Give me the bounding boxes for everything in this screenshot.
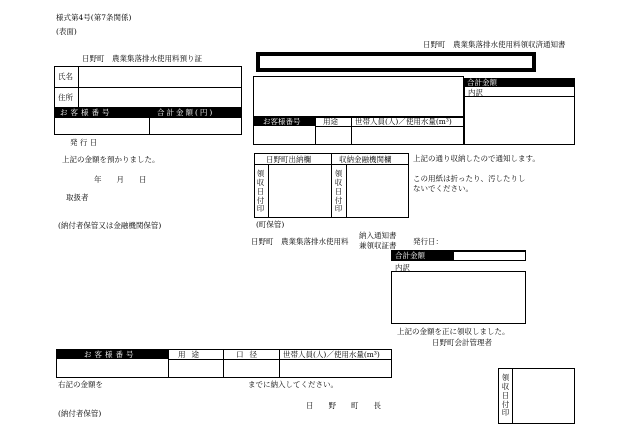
window-stamp-divider-1: [268, 164, 269, 218]
receipt-customer-no-header: [54, 108, 149, 117]
town-stamp-label: 領収日付印: [256, 169, 265, 214]
notice-col-divider-2: [351, 117, 352, 145]
name-label: 氏名: [58, 72, 73, 81]
notice-usage-label: 世帯人員(人)／使用水量(m³): [355, 117, 452, 126]
payment-issue-date-label: 発行日：: [413, 237, 443, 246]
notice-total-header: [464, 78, 575, 86]
notice-breakdown-box: [464, 96, 575, 145]
receipt-keep-note: (納付者保管又は金融機関保管): [58, 221, 162, 230]
payment-stamp-label: 領収日付印: [501, 373, 510, 418]
notice-breakdown-label: 内訳: [468, 88, 483, 97]
bank-window-label: 収納金融機関欄: [339, 155, 392, 164]
bank-stamp-label: 領収日付印: [334, 169, 343, 214]
notice-customer-no-label: お客様番号: [263, 117, 301, 126]
payment-total-value: [453, 251, 526, 261]
receipt-customer-no-label: お客様番号: [60, 108, 113, 117]
payment-purpose-label: 用途: [178, 350, 205, 359]
redacted-bar: [256, 52, 536, 72]
payment-doc-type-2: 兼領収証書: [359, 241, 397, 250]
receipt-total-header: [149, 108, 242, 117]
receipt-customer-no-value: [54, 117, 150, 135]
payment-col-divider-2: [223, 349, 224, 378]
receipt-total-label: 合計金額(円): [157, 108, 215, 117]
payment-manager: 日野町会計管理者: [432, 338, 492, 347]
payment-deadline-text: までに納入してください。: [248, 380, 338, 389]
payment-amount-text: 右記の金額を: [58, 380, 103, 389]
receipt-total-value: [149, 117, 242, 135]
notice-purpose-label: 用途: [323, 117, 338, 126]
payment-received-text: 上記の金額を正に領収しました。: [397, 327, 510, 336]
town-window-label: 日野町出納欄: [266, 155, 311, 164]
notice-total-label: 合計金額: [467, 78, 497, 87]
notice-received-text: 上記の通り収納したので通知します。: [413, 154, 540, 163]
payment-doc-type-1: 納入通知書: [359, 231, 397, 240]
name-address-divider: [54, 87, 242, 88]
payment-keep-note: (納付者保管): [58, 409, 102, 418]
side-label: (表面): [56, 27, 77, 36]
deposit-text: 上記の金額を預かりました。: [62, 155, 160, 164]
notice-col-divider-1: [315, 117, 316, 145]
form-number: 様式第4号(第7条関係): [56, 13, 132, 22]
payment-customer-no-label: お客様番号: [84, 350, 137, 359]
receipt-title: 日野町 農業集落排水使用料預り証: [82, 54, 202, 63]
name-label-divider: [78, 66, 79, 108]
payment-title: 日野町 農業集落排水使用料: [251, 237, 349, 246]
payment-stamp-divider: [512, 368, 513, 424]
payment-col-divider-1: [168, 349, 169, 378]
notice-col-divider-3: [253, 126, 254, 145]
receipt-issue-date-label: 発 行 日: [70, 138, 98, 147]
payment-row-divider: [168, 359, 392, 360]
notice-address-box: [253, 76, 464, 117]
window-stamp-divider-2: [346, 164, 347, 218]
notice-title: 日野町 農業集落排水使用料領収済通知書: [423, 40, 566, 49]
payment-col-divider-3: [279, 349, 280, 378]
payment-breakdown-box: [391, 271, 526, 324]
window-mid-divider: [331, 153, 332, 218]
payment-diameter-label: 口径: [236, 350, 263, 359]
payment-usage-label: 世帯人員(人)／使用水量(m³): [283, 350, 380, 359]
handler-label: 取扱者: [66, 193, 89, 202]
notice-keep-note: (町保管): [256, 220, 285, 229]
payment-breakdown-label: 内訳: [395, 263, 410, 272]
notice-row-divider: [315, 126, 464, 127]
fold-note: この用紙は折ったり、汚したりしないでください。: [413, 174, 526, 194]
town-sign: 日 野 町 長: [306, 401, 381, 410]
receipt-date-label: 年 月 日: [94, 175, 147, 184]
address-label: 住所: [58, 93, 73, 102]
payment-total-label: 合計金額: [395, 251, 425, 260]
